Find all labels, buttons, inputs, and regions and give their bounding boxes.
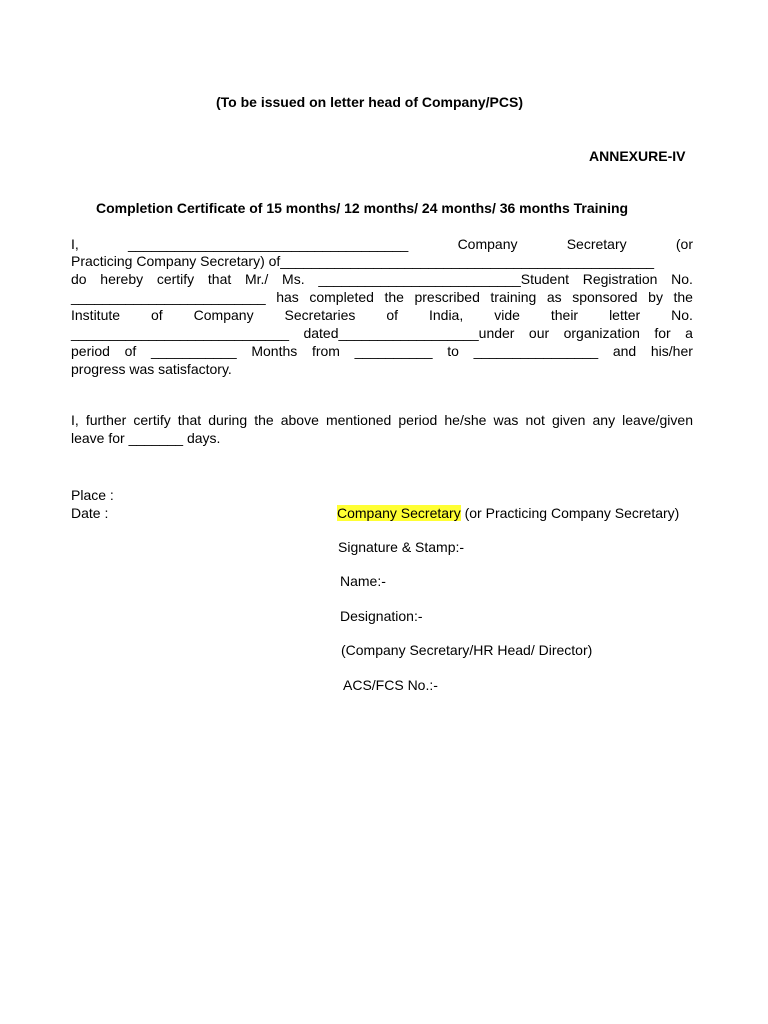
company-secretary-highlight: Company Secretary bbox=[337, 505, 461, 521]
company-secretary-line bbox=[337, 505, 679, 522]
para1-line-5: Institute of Company Secretaries of India, vide their letter No. bbox=[71, 307, 693, 323]
certificate-title: Completion Certificate of 15 months/ 12 months/ 24 months/ 36 months Training bbox=[96, 200, 629, 216]
name-label: Name:- bbox=[340, 573, 386, 589]
para1-line-2: Practicing Company Secretary) of________________________________________________ bbox=[71, 253, 655, 269]
designation-label: Designation:- bbox=[340, 608, 423, 624]
para2-line-2: leave for _______ days. bbox=[71, 430, 221, 446]
acs-fcs-label: ACS/FCS No.:- bbox=[343, 677, 438, 693]
para1-line-7: period of ___________ Months from __________ to ________________ and his/her bbox=[71, 343, 693, 359]
para1-line-8: progress was satisfactory. bbox=[71, 361, 232, 377]
para1-line-4: _________________________ has completed the prescribed training as sponsored by the bbox=[71, 289, 693, 305]
para1-line-6: ____________________________ dated__________________under our organization for a bbox=[71, 325, 693, 341]
issued-note: (To be issued on letter head of Company/PCS) bbox=[216, 94, 523, 110]
designation-options: (Company Secretary/HR Head/ Director) bbox=[341, 642, 593, 658]
practicing-note: (or Practicing Company Secretary) bbox=[460, 505, 680, 521]
signature-stamp-label: Signature & Stamp:- bbox=[338, 539, 465, 555]
date-label: Date : bbox=[71, 505, 109, 521]
place-label: Place : bbox=[71, 487, 114, 503]
para1-line-3: do hereby certify that Mr./ Ms. __________________________Student Registration No. bbox=[71, 271, 693, 287]
para1-line-1: I, ____________________________________ Company Secretary (or bbox=[71, 236, 693, 252]
para2-line-1: I, further certify that during the above mentioned period he/she was not given any leave/given bbox=[71, 412, 693, 428]
annexure-label: ANNEXURE-IV bbox=[589, 148, 686, 164]
